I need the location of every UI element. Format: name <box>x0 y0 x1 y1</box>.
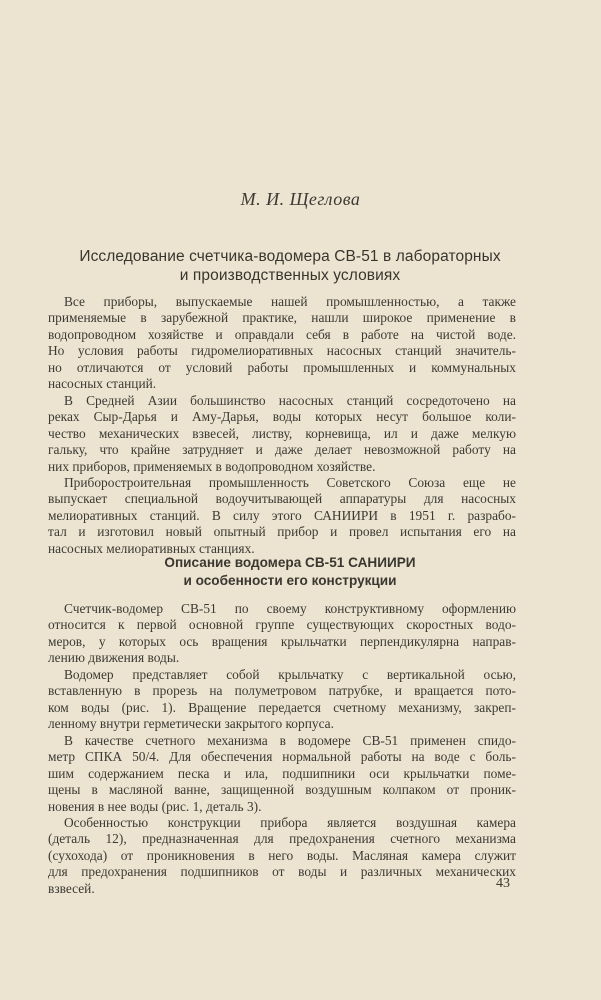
section-heading-line: и особенности его конструкции <box>183 573 397 588</box>
text-line: насосных станций. <box>48 376 157 392</box>
text-line: метр СПКА 50/4. Для обеспечения нормальной работы на воде с боль- <box>48 749 516 765</box>
text-line: ком воды (рис. 1). Вращение передается счетному механизму, закреп- <box>48 699 516 715</box>
text-line: шим содержанием песка и ила, подшипники оси крыльчатки поме- <box>48 765 516 781</box>
text-line: ленному внутри герметически закрытого корпуса. <box>48 716 334 732</box>
article-title-line: и производственных условиях <box>179 267 401 284</box>
text-line: насосных мелиоративных станциях. <box>48 540 255 556</box>
text-line: щены в масляной ванне, защищенной воздушным колпаком от проник- <box>48 782 516 798</box>
text-line: новения в нее воды (рис. 1, деталь 3). <box>48 798 262 814</box>
section-heading <box>30 554 550 590</box>
text-line: (деталь 12), предназначенная для предохранения счетного механизма <box>48 831 516 847</box>
text-line: Но условия работы гидромелиоративных насосных станций значитель- <box>48 343 516 359</box>
text-line: реках Сыр-Дарья и Аму-Дарья, воды которых несут большое коли- <box>48 409 516 425</box>
text-line: тал и изготовил новый опытный прибор и провел испытания его на <box>48 524 516 540</box>
section-paragraph <box>48 733 516 815</box>
text-line: них приборов, применяемых в водопроводном хозяйстве. <box>48 458 376 474</box>
text-line: лению движения воды. <box>48 650 180 666</box>
intro-paragraph <box>48 393 516 475</box>
text-line: взвесей. <box>48 880 95 896</box>
section-paragraph <box>48 815 516 897</box>
section-paragraph <box>48 667 516 733</box>
text-line: относится к первой основной группе существующих скоростных водо- <box>48 617 516 633</box>
text-line: Счетчик-водомер СВ-51 по своему конструктивному оформлению <box>64 601 516 616</box>
intro-paragraph <box>48 294 516 392</box>
text-line: выпускает специальной водоучитывающей аппаратуры для насосных <box>48 491 516 507</box>
section-heading-line: Описание водомера СВ-51 САНИИРИ <box>164 555 416 570</box>
author-name: М. И. Щеглова <box>240 189 361 209</box>
article-title-line: Исследование счетчика-водомера СВ-51 в лабораторных <box>79 248 501 265</box>
page-number: 43 <box>496 876 510 891</box>
section-paragraph <box>48 601 516 667</box>
text-line: В качестве счетного механизма в водомере СВ-51 применен спидо- <box>64 733 516 748</box>
text-line: применяемые в зарубежной практике, нашли широкое применение в <box>48 310 516 326</box>
text-line: но отличаются от условий работы промышленных и коммунальных <box>48 359 516 375</box>
text-line: В Средней Азии большинство насосных станций сосредоточено на <box>64 393 516 408</box>
text-line: меров, у которых ось вращения крыльчатки перпендикулярна направ- <box>48 633 516 649</box>
text-line: Приборостроительная промышленность Советского Союза еще не <box>64 475 516 490</box>
text-line: Водомер представляет собой крыльчатку с вертикальной осью, <box>64 667 516 682</box>
article-title <box>30 247 550 285</box>
text-line: чество механических взвесей, листву, корневища, ил и даже мелкую <box>48 425 516 441</box>
text-line: Все приборы, выпускаемые нашей промышленностью, а также <box>64 294 516 309</box>
text-line: Особенностью конструкции прибора является воздушная камера <box>64 815 516 830</box>
text-line: мелиоративных станций. В силу этого САНИИРИ в 1951 г. разрабо- <box>48 507 516 523</box>
intro-paragraph <box>48 475 516 557</box>
text-line: (сухохода) от проникновения в него воды. Масляная камера служит <box>48 847 516 863</box>
text-line: вставленную в прорезь на полуметровом патрубке, и вращается пото- <box>48 683 516 699</box>
text-line: для предохранения подшипников от воды и различных механических <box>48 864 516 880</box>
text-line: гальку, что крайне затрудняет и даже делает невозможной работу на <box>48 442 516 458</box>
text-line: водопроводном хозяйстве и оправдали себя в работе на чистой воде. <box>48 326 516 342</box>
